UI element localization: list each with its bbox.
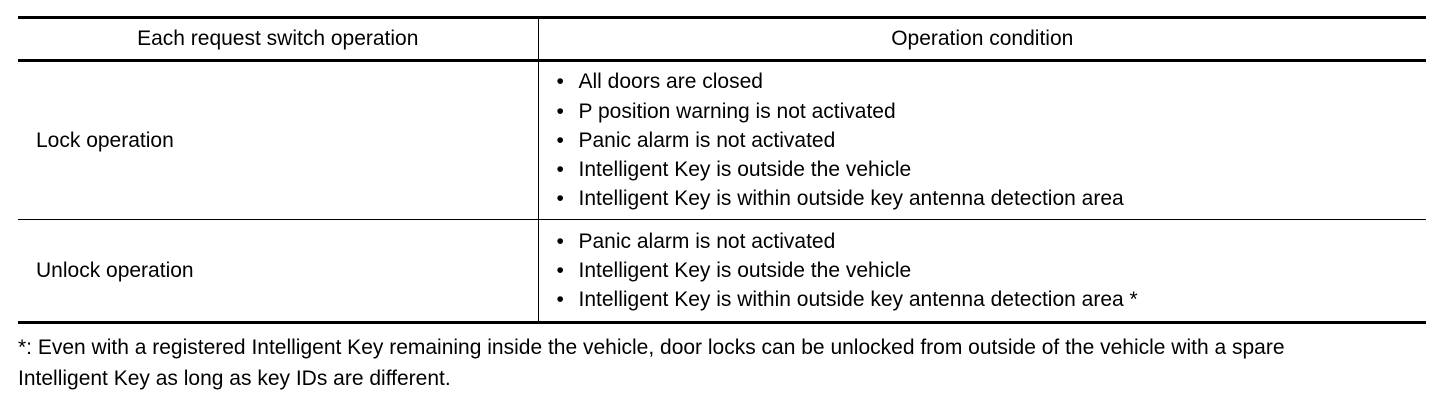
condition-text: Intelligent Key is outside the vehicle	[578, 158, 912, 182]
bullet-icon: •	[556, 128, 564, 152]
list-item	[553, 97, 1427, 126]
operation-condition-table	[18, 16, 1426, 324]
list-item	[553, 67, 1427, 96]
footnote-line: *: Even with a registered Intelligent Key remaining inside the vehicle, door locks can be unlocked from outside of the vehicle with a spare	[18, 336, 1285, 359]
header-operation: Each request switch operation	[18, 18, 538, 61]
list-item	[553, 285, 1427, 314]
list-item	[553, 256, 1427, 285]
bullet-icon: •	[556, 229, 564, 253]
condition-text: All doors are closed	[578, 70, 763, 94]
bullet-icon: •	[556, 288, 564, 312]
operation-name-cell: Unlock operation	[18, 220, 538, 323]
condition-text: Panic alarm is not activated	[578, 229, 836, 253]
list-item	[553, 155, 1427, 184]
condition-text: P position warning is not activated	[578, 99, 896, 123]
footnote	[18, 332, 1426, 394]
table-header-row	[18, 18, 1426, 61]
condition-text: Intelligent Key is outside the vehicle	[578, 258, 912, 282]
table-row	[18, 220, 1426, 323]
list-item	[553, 184, 1427, 213]
bullet-icon: •	[556, 258, 564, 282]
list-item	[553, 126, 1427, 155]
bullet-icon: •	[556, 187, 564, 211]
bullet-icon: •	[556, 158, 564, 182]
condition-cell	[538, 61, 1426, 220]
operation-name-cell: Lock operation	[18, 61, 538, 220]
table-row	[18, 61, 1426, 220]
list-item	[553, 227, 1427, 256]
header-condition: Operation condition	[891, 27, 1074, 50]
document-page	[18, 16, 1426, 394]
condition-cell	[538, 220, 1426, 323]
condition-list	[539, 227, 1427, 315]
bullet-icon: •	[556, 70, 564, 94]
condition-list	[539, 67, 1427, 213]
footnote-line: Intelligent Key as long as key IDs are different.	[18, 367, 451, 390]
condition-text: Panic alarm is not activated	[578, 128, 836, 152]
condition-text: Intelligent Key is within outside key antenna detection area	[578, 187, 1124, 211]
bullet-icon: •	[556, 99, 564, 123]
condition-text: Intelligent Key is within outside key antenna detection area *	[578, 288, 1138, 312]
